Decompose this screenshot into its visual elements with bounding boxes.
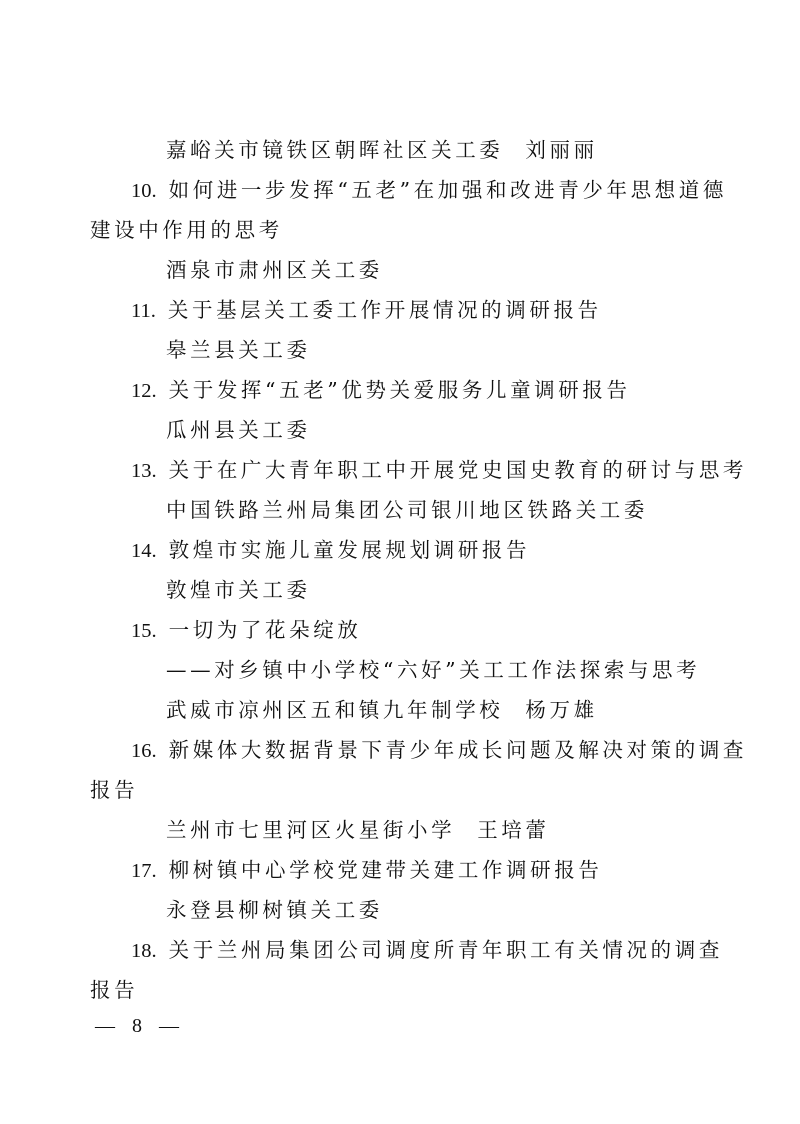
entry-title: 一切为了花朵绽放: [168, 618, 362, 642]
entry-org-line: [166, 136, 598, 164]
entry-org: 中国铁路兰州局集团公司银川地区铁路关工委: [166, 498, 648, 522]
entry-title: 关于发挥“五老”优势关爱服务儿童调研报告: [168, 378, 631, 402]
entry-title: 新媒体大数据背景下青少年成长问题及解决对策的调查: [168, 738, 748, 762]
entry-author: 杨万雄: [525, 698, 598, 722]
entry-title: 柳树镇中心学校党建带关建工作调研报告: [168, 858, 603, 882]
entry-org: 兰州市七里河区火星街小学: [166, 818, 456, 842]
entry-number: 15.: [131, 620, 157, 642]
entry-author: 王培蕾: [477, 818, 550, 842]
entry-number: 18.: [131, 940, 157, 962]
entry-title-line: [131, 376, 631, 405]
entry-title-continuation: 报告: [90, 778, 139, 802]
page-number: — 8 —: [95, 1015, 185, 1037]
entry-title: 如何进一步发挥“五老”在加强和改进青少年思想道德: [168, 178, 727, 202]
entry-title-line: [131, 536, 530, 565]
entry-title: 关于基层关工委工作开展情况的调研报告: [167, 298, 602, 322]
entry-title-line: [131, 296, 602, 325]
entry-org: 敦煌市关工委: [166, 578, 311, 602]
entry-title-continuation: 报告: [90, 978, 139, 1002]
entry-title-line: [131, 736, 747, 765]
entry-subtitle: ——对乡镇中小学校“六好”关工工作法探索与思考: [166, 658, 701, 682]
entry-org-line: [166, 696, 598, 724]
entry-org-line: [166, 816, 550, 844]
entry-org: 嘉峪关市镜铁区朝晖社区关工委: [166, 138, 504, 162]
entry-number: 14.: [131, 540, 157, 562]
entry-title-line: [131, 456, 747, 485]
entry-number: 11.: [131, 300, 156, 322]
entry-org: 永登县柳树镇关工委: [166, 898, 383, 922]
entry-number: 10.: [131, 180, 157, 202]
entry-title-line: [131, 176, 727, 205]
entry-org: 武威市凉州区五和镇九年制学校: [166, 698, 504, 722]
entry-title-continuation: 建设中作用的思考: [90, 218, 283, 242]
entry-author: 刘丽丽: [525, 138, 598, 162]
entry-title: 关于兰州局集团公司调度所青年职工有关情况的调查: [168, 938, 723, 962]
entry-title-line: [131, 616, 361, 645]
entry-org: 酒泉市肃州区关工委: [166, 258, 383, 282]
entry-org: 瓜州县关工委: [166, 418, 311, 442]
entry-number: 12.: [131, 380, 157, 402]
entry-number: 16.: [131, 740, 157, 762]
entry-org: 皋兰县关工委: [166, 338, 311, 362]
entry-title-line: [131, 936, 723, 965]
entry-number: 13.: [131, 460, 157, 482]
entry-title: 敦煌市实施儿童发展规划调研报告: [168, 538, 531, 562]
entry-number: 17.: [131, 860, 157, 882]
entry-title: 关于在广大青年职工中开展党史国史教育的研讨与思考: [168, 458, 748, 482]
entry-title-line: [131, 856, 602, 885]
